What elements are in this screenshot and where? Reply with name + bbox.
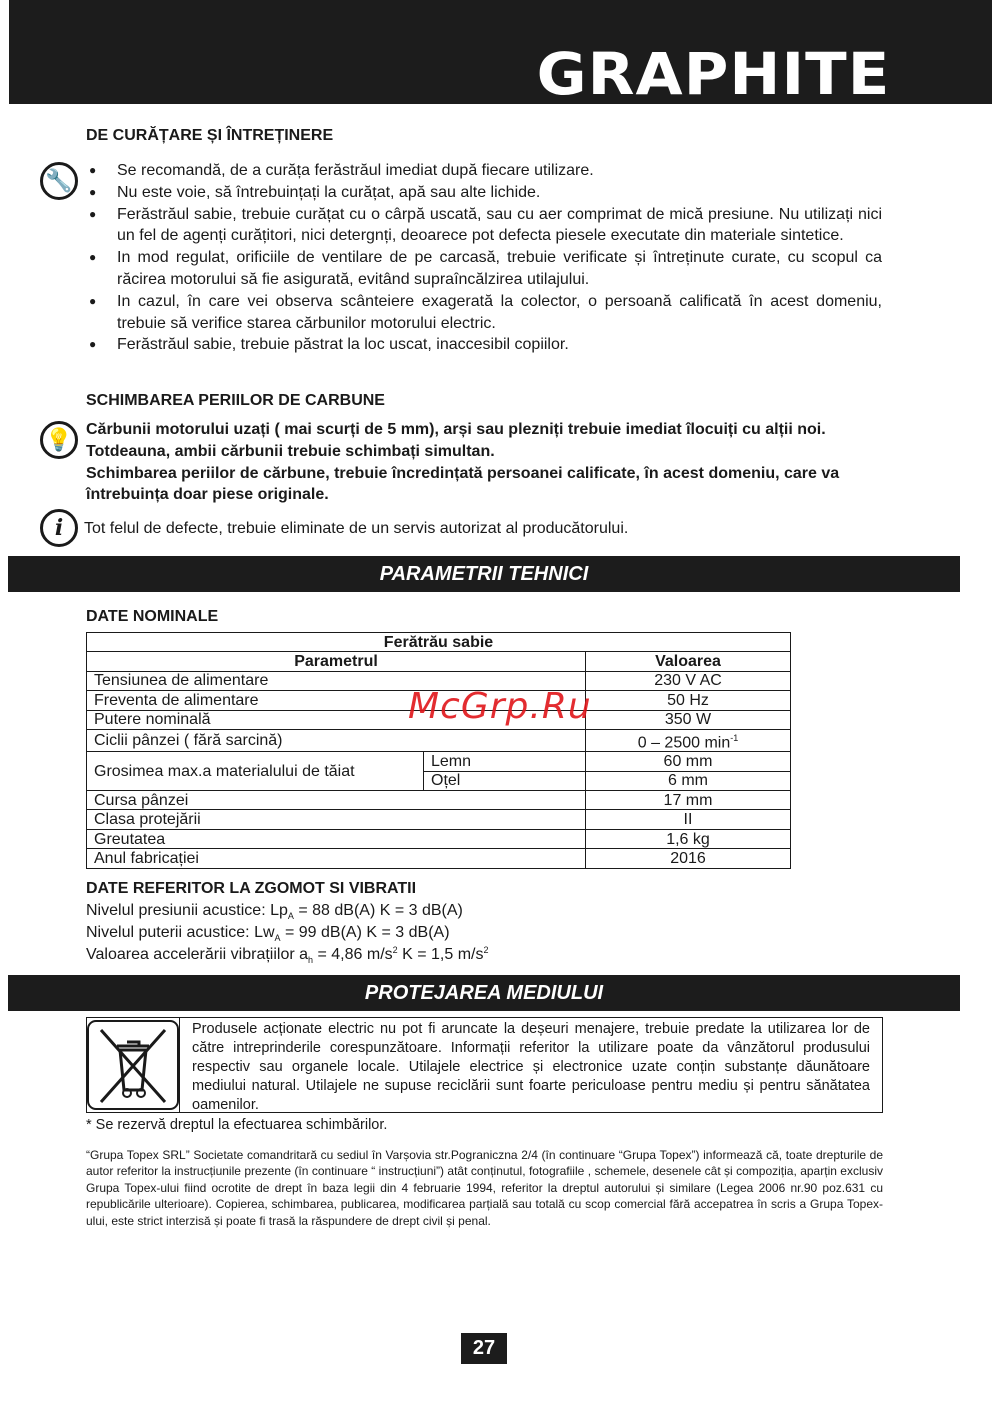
cell: Putere nominală: [87, 710, 586, 729]
list-item: ● In cazul, în care vei observa scânteiere exagerată la colector, o persoană calificată în acest domeniu, trebuie să verifice starea cărbunilor motorului electric.: [86, 291, 882, 335]
cell: 50 Hz: [586, 691, 791, 710]
col-value: Valoarea: [586, 652, 791, 671]
table-row: [87, 829, 791, 848]
cell: Cursa pânzei: [87, 791, 586, 810]
cell: Ciclii pânzei ( fără sarcină): [87, 729, 586, 751]
t: Valoarea accelerării vibrațiilor a: [86, 946, 309, 963]
brushes-line: Cărbunii motorului uzați ( mai scurți de 5 mm), arși sau plezniți trebuie imediat îlocuiți cu alții noi.: [86, 421, 826, 438]
list-item: ● In mod regulat, orificiile de ventilare de pe carcasă, trebuie verificate și întreținute curate, cu scopul ca răcirea motorului să fie asigurată, evitând supraîncălzirea utilajului.: [86, 247, 882, 291]
cell: II: [586, 810, 791, 829]
table-row: [87, 849, 791, 868]
cleaning-list: [86, 160, 882, 356]
noise-values: [86, 900, 488, 966]
superscript: -1: [730, 732, 739, 743]
cell: Tensiunea de alimentare: [87, 671, 586, 690]
t: 2: [392, 945, 398, 955]
list-item: ● Nu este voie, să întrebuințați la curățat, apă sau alte lichide.: [86, 182, 882, 204]
lightbulb-icon: 💡: [40, 421, 78, 459]
col-param: Parametrul: [87, 652, 586, 671]
brushes-text: [86, 419, 886, 506]
wrench-icon: 🔧: [40, 162, 78, 200]
cleaning-heading: DE CURĂȚARE ȘI ÎNTREȚINERE: [86, 127, 334, 144]
legal-notice: “Grupa Topex SRL” Societate comandritară cu sediul în Varșovia str.Pograniczna 2/4 (în continuare “Grupa Topex”) informează că, toate drepturile de autor referitor la instrucțiunile prezente (în continuare “ instrucțiuni”) atât conținutul, fotografiile , schemele, desenele cât și compoziția, aparțin exclusiv Grupa Topex-ului fiind ocrotite de drept în baza legii din 4 februarie 1994, referitor la dreptul autorului și similare (Legea 2006 nr.90 poz.631 cu republicările ulterioare). Copierea, schimbarea, publicarea, modificarea parțială sau totală cu scop comercial fără accepatrea în scris a Grupa Topex-ului, este strict interzisă și poate fi trasă la răspundere de drept civil și penal.: [86, 1148, 883, 1228]
brushes-line: Totdeauna, ambii cărbunii trebuie schimbați simultan.: [86, 442, 495, 460]
cell: 17 mm: [586, 791, 791, 810]
list-item: ● Ferăstrăul sabie, trebuie păstrat la loc uscat, inaccesibil copiilor.: [86, 334, 882, 356]
noise-heading: DATE REFERITOR LA ZGOMOT SI VIBRATII: [86, 880, 417, 897]
cell: 2016: [586, 849, 791, 868]
cell: Clasa protejării: [87, 810, 586, 829]
sound-power-line: [86, 922, 488, 944]
environment-text: Produsele acționate electric nu pot fi aruncate la deșeuri menajere, trebuie predate la utilizarea lor de către intreprinderile corespunzătoare. Informații referitor la utilizare poate da vânzătorul produsului respectiv sau organele locale. Utilajele electrice și electronice uzate conțin substanțe dăunătoare mediului natural. Utilajele ne supuse reciclării sunt foarte periculoase pentru mediu și pentru sănătatea oamenilor.: [192, 1021, 870, 1113]
t: h: [308, 955, 314, 965]
page-number: 27: [461, 1333, 507, 1364]
brushes-line: Schimbarea periilor de cărbune, trebuie încredințată persoanei calificate, în acest domeniu, care va întrebuința doar piese originale.: [86, 464, 840, 504]
cell: Greutatea: [87, 829, 586, 848]
cell: 6 mm: [586, 771, 791, 790]
table-row: [87, 810, 791, 829]
cell: 230 V AC: [586, 671, 791, 690]
rated-data-heading: DATE NOMINALE: [86, 608, 219, 625]
table-title: Ferătrău sabie: [87, 633, 791, 652]
t: = 99 dB(A) K = 3 dB(A): [280, 924, 450, 941]
t: = 4,86 m/s: [313, 946, 393, 963]
vibration-line: [86, 944, 488, 966]
t: Nivelul presiunii acustice: Lp: [86, 902, 288, 919]
environment-section-bar: PROTEJAREA MEDIULUI: [8, 975, 960, 1011]
cell: Freventa de alimentare: [87, 691, 586, 710]
table-row: [87, 752, 791, 771]
t: 2: [483, 945, 489, 955]
t: = 88 dB(A) K = 3 dB(A): [293, 902, 463, 919]
cell: 1,6 kg: [586, 829, 791, 848]
cell: Anul fabricației: [87, 849, 586, 868]
cell: Grosimea max.a materialului de tăiat: [87, 752, 424, 791]
t: K = 1,5 m/s: [397, 946, 484, 963]
environment-box: [86, 1017, 883, 1113]
cell: Lemn: [424, 752, 586, 771]
table-row: [87, 791, 791, 810]
cell: Oțel: [424, 771, 586, 790]
crossed-bin-icon: [87, 1018, 180, 1112]
list-item: ● Ferăstrăul sabie, trebuie curățat cu o cârpă uscată, sau cu aer comprimat de mică presiune. Nu utilizați nici un fel de agenți curățitori, nici detergnți, deoarece pot defecta piesele executate din materiale sintetice.: [86, 204, 882, 248]
cell: [586, 729, 791, 751]
graphite-logo: GRAPHITE: [536, 40, 891, 108]
list-item: ● Se recomandă, de a curăța ferăstrăul imediat după fiecare utilizare.: [86, 160, 882, 182]
table-row: [87, 729, 791, 751]
watermark: McGrp.Ru: [408, 686, 592, 727]
header-bar: [9, 0, 992, 108]
info-text: Tot felul de defecte, trebuie eliminate de un servis autorizat al producătorului.: [84, 520, 629, 537]
cell: 350 W: [586, 710, 791, 729]
value: 0 – 2500 min: [637, 734, 731, 752]
t: A: [287, 911, 294, 921]
t: A: [274, 933, 281, 943]
info-icon: i: [40, 509, 78, 547]
spec-table: [86, 632, 791, 869]
tech-section-bar: PARAMETRII TEHNICI: [8, 556, 960, 592]
change-notice: * Se rezervă dreptul la efectuarea schimbărilor.: [86, 1117, 388, 1133]
brushes-heading: SCHIMBAREA PERIILOR DE CARBUNE: [86, 392, 385, 409]
t: Nivelul puterii acustice: Lw: [86, 924, 275, 941]
cell: 60 mm: [586, 752, 791, 771]
sound-pressure-line: [86, 900, 488, 922]
